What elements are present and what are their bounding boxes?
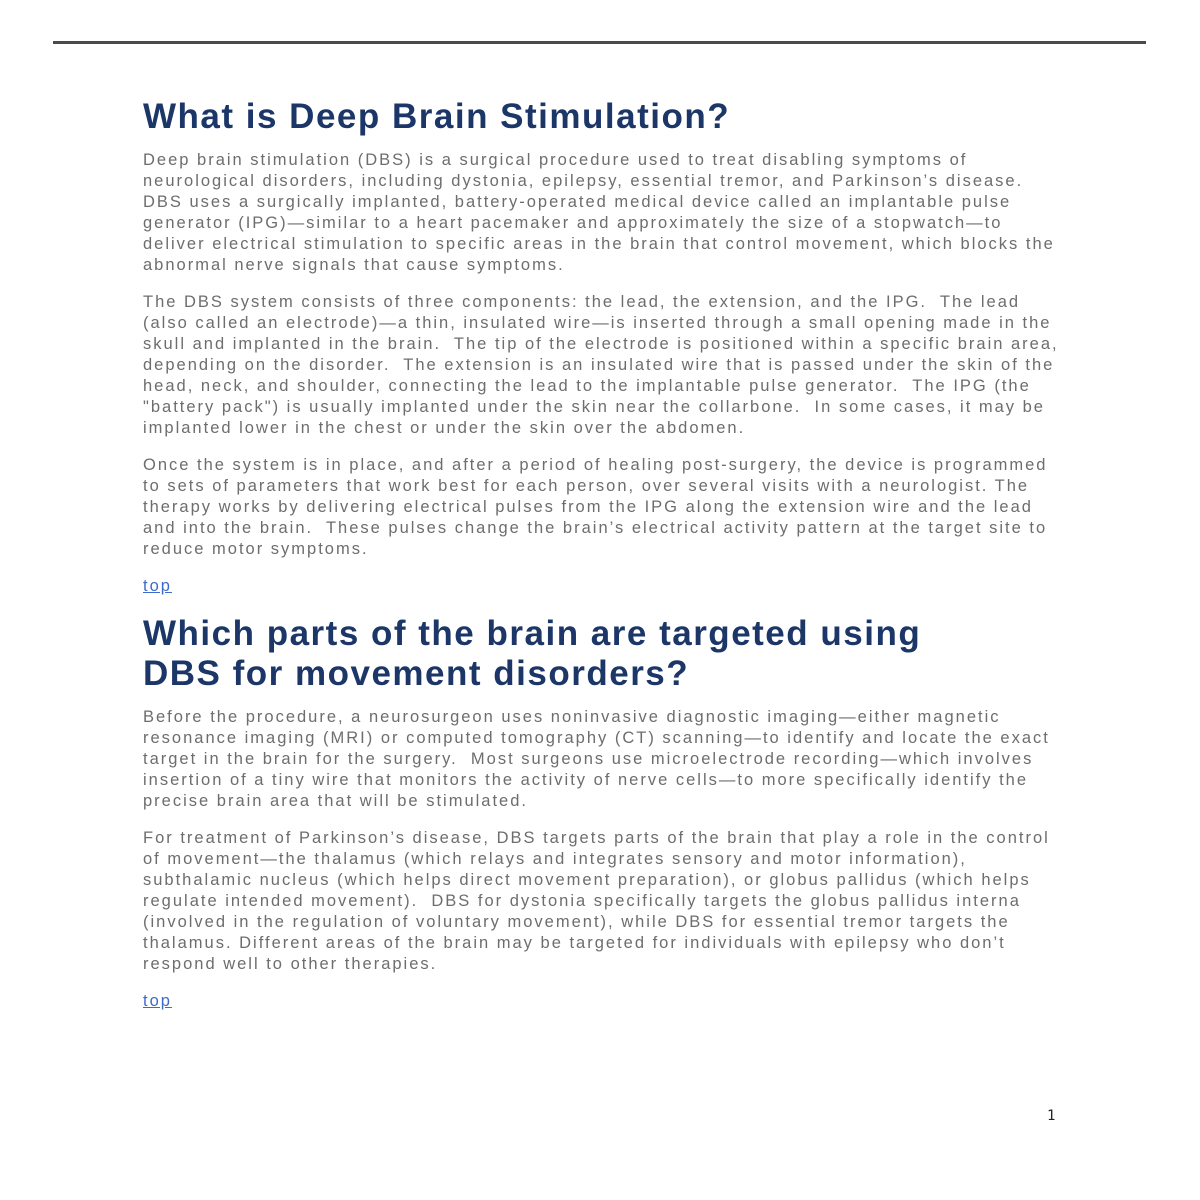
paragraph: For treatment of Parkinson’s disease, DBS targets parts of the brain that play a role in the control of movement—the thalamus (which relays and integrates sensory and motor information), subthalamic nucleus (which helps direct movement preparation), or globus pallidus (which helps regulate intended movement). DBS for dystonia specifically targets the globus pallidus interna (involved in the regulation of voluntary movement), while DBS for essential tremor targets the thalamus. Different areas of the brain may be targeted for individuals with epilepsy who don’t respond well to other therapies. — [143, 829, 1057, 973]
paragraph: The DBS system consists of three components: the lead, the extension, and the IPG. The lead (also called an electrode)—a thin, insulated wire—is inserted through a small opening made in the skull and implanted in the brain. The tip of the electrode is positioned within a specific brain area, depending on the disorder. The extension is an insulated wire that is passed under the skin of the head, neck, and shoulder, connecting the lead to the implantable pulse generator. The IPG (the "battery pack") is usually implanted under the skin near the collarbone. In some cases, it may be implanted lower in the chest or under the skin over the abdomen. — [143, 293, 1066, 437]
paragraph: Once the system is in place, and after a period of healing post-surgery, the device is programmed to sets of parameters that work best for each person, over several visits with a neurologist. The therapy works by delivering electrical pulses from the IPG along the extension wire and the lead and into the brain. These pulses change the brain’s electrical activity pattern at the target site to reduce motor symptoms. — [143, 456, 1055, 558]
heading-line: DBS for movement disorders? — [143, 654, 690, 693]
top-link[interactable]: top — [143, 992, 172, 1010]
page-number: 1 — [1047, 1108, 1056, 1124]
heading-line: What is Deep Brain Stimulation? — [143, 97, 731, 136]
paragraph: Before the procedure, a neurosurgeon uses noninvasive diagnostic imaging—either magnetic resonance imaging (MRI) or computed tomography (CT) scanning—to identify and locate the exact target in the brain for the surgery. Most surgeons use microelectrode recording—which involves insertion of a tiny wire that monitors the activity of nerve cells—to more specifically identify the precise brain area that will be stimulated. — [143, 708, 1057, 810]
section-heading — [143, 614, 1060, 694]
section-heading — [143, 97, 1060, 137]
document-content — [143, 97, 1066, 1018]
paragraph: Deep brain stimulation (DBS) is a surgical procedure used to treat disabling symptoms of neurological disorders, including dystonia, epilepsy, essential tremor, and Parkinson’s disease. DBS uses a surgically implanted, battery-operated medical device called an implantable pulse generator (IPG)—similar to a heart pacemaker and approximately the size of a stopwatch—to deliver electrical stimulation to specific areas in the brain that control movement, which blocks the abnormal nerve signals that cause symptoms. — [143, 151, 1062, 274]
section-what-is-dbs — [143, 97, 1066, 603]
section-brain-targets — [143, 614, 1060, 1018]
heading-line: Which parts of the brain are targeted using — [143, 614, 922, 653]
top-link[interactable]: top — [143, 577, 172, 595]
header-rule — [53, 41, 1146, 44]
